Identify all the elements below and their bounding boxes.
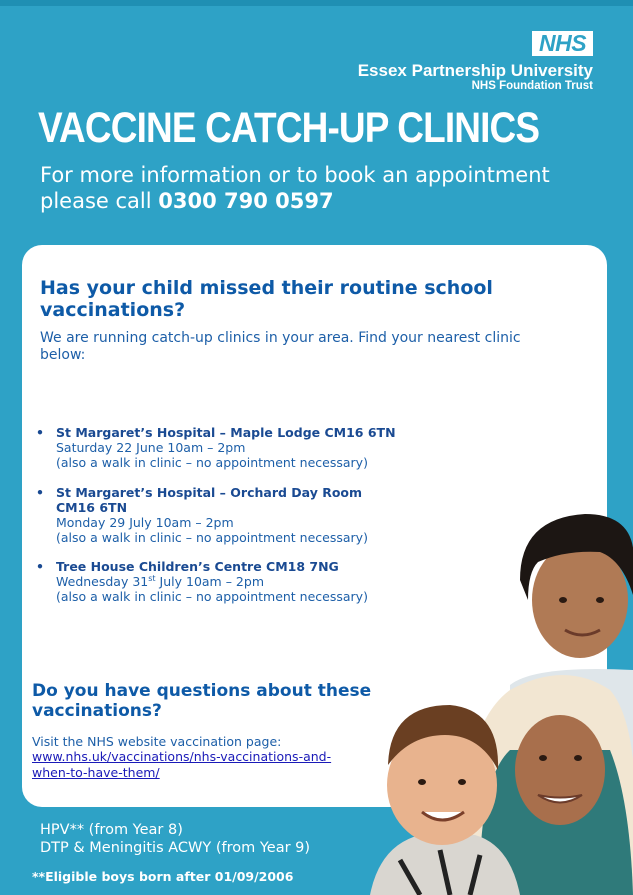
clinic-date-rest: July 10am – 2pm bbox=[155, 574, 264, 589]
eligibility-footnote: **Eligible boys born after 01/09/2006 bbox=[32, 869, 294, 884]
clinic-note: (also a walk in clinic – no appointment necessary) bbox=[56, 530, 368, 545]
clinic-date-day: Wednesday 31 bbox=[56, 574, 149, 589]
visit-text: Visit the NHS website vaccination page: bbox=[32, 734, 282, 749]
clinic-item bbox=[36, 485, 368, 545]
card-heading: Has your child missed their routine school vaccinations? bbox=[40, 277, 493, 321]
bullet: • bbox=[36, 559, 44, 574]
info-line-1: For more information or to book an appointment bbox=[40, 163, 550, 187]
org-subtitle: NHS Foundation Trust bbox=[471, 80, 593, 92]
clinic-date: Monday 29 July 10am – 2pm bbox=[56, 515, 234, 530]
org-name: Essex Partnership University bbox=[357, 61, 593, 80]
page-title: VACCINE CATCH-UP CLINICS bbox=[38, 104, 540, 152]
children-photo bbox=[360, 500, 633, 895]
clinic-item bbox=[36, 425, 416, 470]
clinic-note: (also a walk in clinic – no appointment necessary) bbox=[56, 589, 368, 604]
clinic-name: St Margaret’s Hospital – Orchard Day Room CM16 6TN bbox=[56, 485, 363, 515]
info-call-prefix: please call bbox=[40, 189, 159, 213]
clinic-note: (also a walk in clinic – no appointment necessary) bbox=[56, 455, 368, 470]
top-strip bbox=[0, 0, 633, 6]
bullet: • bbox=[36, 425, 44, 440]
card-intro: We are running catch-up clinics in your area. Find your nearest clinic below: bbox=[40, 330, 521, 363]
clinic-name: St Margaret’s Hospital – Maple Lodge CM16 6TN bbox=[56, 425, 396, 440]
clinic-date-suffix: st bbox=[148, 573, 156, 583]
clinic-name: Tree House Children’s Centre CM18 7NG bbox=[56, 559, 339, 574]
phone-number: 0300 790 0597 bbox=[158, 189, 334, 213]
nhs-vaccinations-link[interactable]: www.nhs.uk/vaccinations/nhs-vaccinations-and-when-to-have-them/ bbox=[32, 749, 332, 780]
dtp-line: DTP & Meningitis ACWY (from Year 9) bbox=[40, 840, 311, 856]
hpv-line: HPV** (from Year 8) bbox=[40, 822, 183, 838]
clinic-date: Saturday 22 June 10am – 2pm bbox=[56, 440, 246, 455]
bullet: • bbox=[36, 485, 44, 500]
questions-heading: Do you have questions about these vaccinations? bbox=[32, 681, 372, 721]
info-line-2 bbox=[40, 188, 600, 214]
nhs-logo: NHS bbox=[532, 31, 593, 56]
